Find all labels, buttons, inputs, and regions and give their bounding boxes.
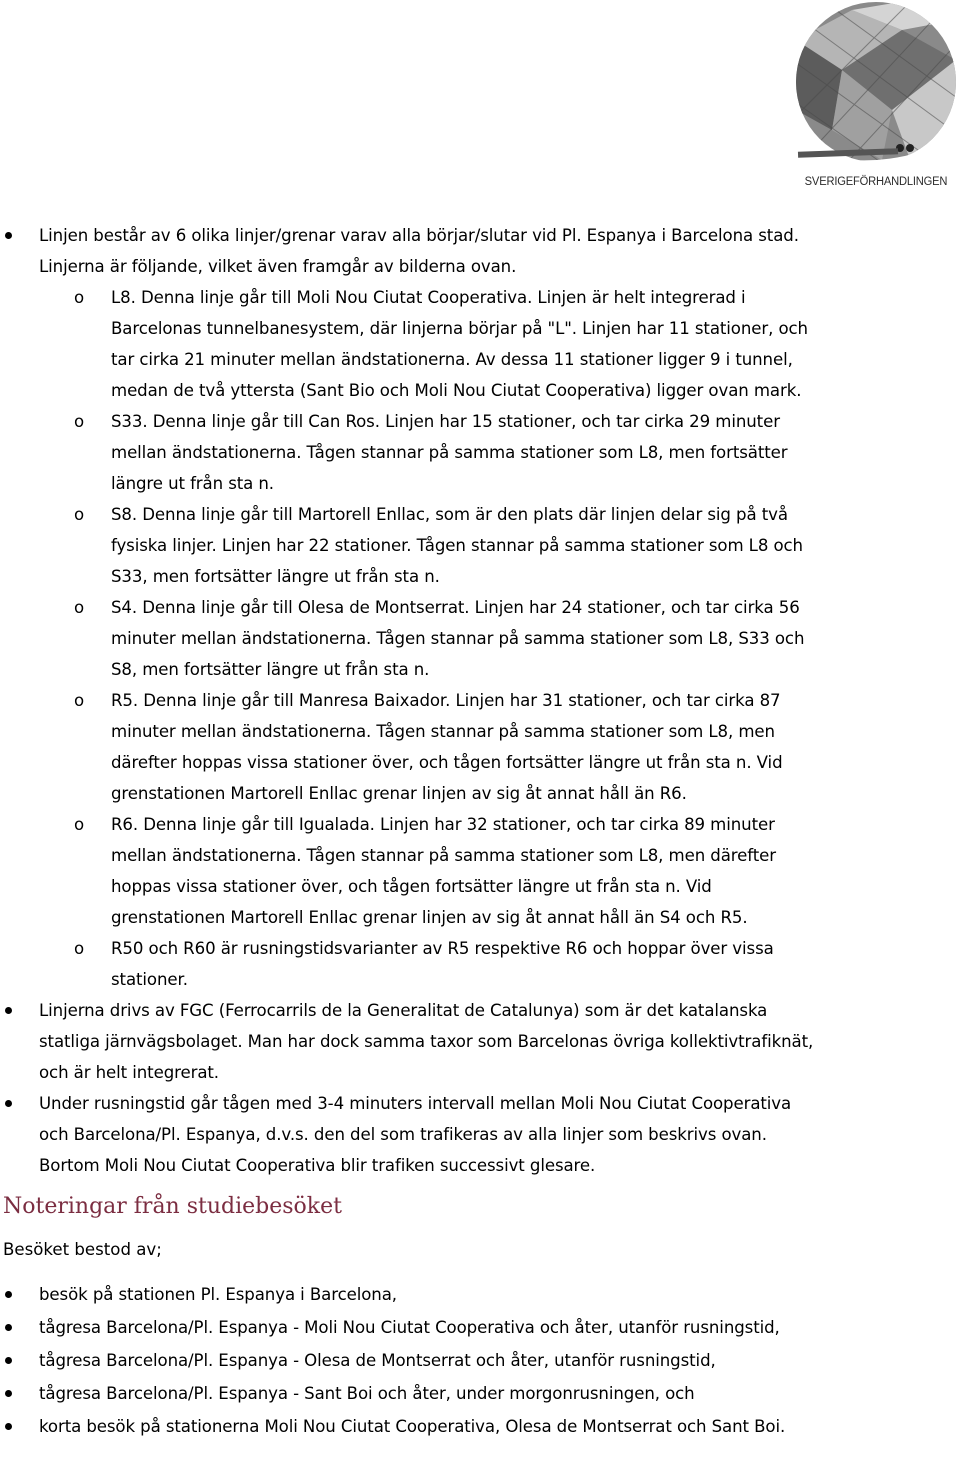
visit-list-item <box>0 1279 960 1310</box>
sub-list-marker: o <box>74 505 85 524</box>
text-line: längre ut från sta n. <box>111 474 274 493</box>
text-line: tågresa Barcelona/Pl. Espanya - Moli Nou Ciutat Cooperativa och åter, utanför rusningstid, <box>39 1318 780 1337</box>
bullet-dot-icon <box>5 1324 12 1331</box>
visit-list-item <box>0 1378 960 1409</box>
text-line: mellan ändstationerna. Tågen stannar på samma stationer som L8, men fortsätter <box>111 443 788 462</box>
bullet-dot-icon <box>5 232 12 239</box>
section-heading: Noteringar från studiebesöket <box>3 1194 342 1219</box>
bullet-dot-icon <box>5 1007 12 1014</box>
sub-list-item <box>0 685 960 809</box>
document-body <box>0 220 960 1444</box>
text-line: därefter hoppas vissa stationer över, och tågen fortsätter längre ut från sta n. Vid <box>111 753 783 772</box>
line-sub-list <box>0 282 960 995</box>
text-line: tågresa Barcelona/Pl. Espanya - Olesa de Montserrat och åter, utanför rusningstid, <box>39 1351 716 1370</box>
sub-list-marker: o <box>74 598 85 617</box>
text-line: fysiska linjer. Linjen har 22 stationer. Tågen stannar på samma stationer som L8 och <box>111 536 803 555</box>
bullet-item <box>0 995 960 1088</box>
visit-list-item <box>0 1345 960 1376</box>
text-line: S33. Denna linje går till Can Ros. Linjen har 15 stationer, och tar cirka 29 minuter <box>111 412 780 431</box>
text-line: tar cirka 21 minuter mellan ändstationerna. Av dessa 11 stationer ligger 9 i tunnel, <box>111 350 793 369</box>
text-line: S33, men fortsätter längre ut från sta n. <box>111 567 440 586</box>
sub-list-marker: o <box>74 691 85 710</box>
bullet-list-more <box>0 995 960 1181</box>
text-line: S8, men fortsätter längre ut från sta n. <box>111 660 430 679</box>
text-line: besök på stationen Pl. Espanya i Barcelona, <box>39 1285 397 1304</box>
logo-wordmark: SVERIGEFÖRHANDLINGEN <box>804 174 948 188</box>
text-line: Linjerna är följande, vilket även framgår av bilderna ovan. <box>39 257 517 276</box>
text-line: R5. Denna linje går till Manresa Baixador. Linjen har 31 stationer, och tar cirka 87 <box>111 691 781 710</box>
text-line: R50 och R60 är rusningstidsvarianter av R5 respektive R6 och hoppar över vissa <box>111 939 774 958</box>
bullet-dot-icon <box>5 1423 12 1430</box>
sub-list-item <box>0 499 960 592</box>
text-line: statliga järnvägsbolaget. Man har dock samma taxor som Barcelonas övriga kollektivtrafiknät, <box>39 1032 814 1051</box>
text-line: stationer. <box>111 970 188 989</box>
text-line: L8. Denna linje går till Moli Nou Ciutat Cooperativa. Linjen är helt integrerad i <box>111 288 746 307</box>
sub-list-marker: o <box>74 288 85 307</box>
text-line: Under rusningstid går tågen med 3-4 minuters intervall mellan Moli Nou Ciutat Cooperativa <box>39 1094 792 1113</box>
sub-list-item <box>0 406 960 499</box>
sub-list-item <box>0 592 960 685</box>
text-line: grenstationen Martorell Enllac grenar linjen av sig åt annat håll än S4 och R5. <box>111 908 748 927</box>
text-line: korta besök på stationerna Moli Nou Ciutat Cooperativa, Olesa de Montserrat och Sant Boi. <box>39 1417 786 1436</box>
text-line: grenstationen Martorell Enllac grenar linjen av sig åt annat håll än R6. <box>111 784 687 803</box>
sub-list-marker: o <box>74 815 85 834</box>
text-line: Linjen består av 6 olika linjer/grenar varav alla börjar/slutar vid Pl. Espanya i Barcelona stad. <box>39 226 799 245</box>
text-line: minuter mellan ändstationerna. Tågen stannar på samma stationer som L8, S33 och <box>111 629 805 648</box>
bullet-list-top <box>0 220 960 282</box>
sub-list-item <box>0 809 960 933</box>
visit-list-item <box>0 1312 960 1343</box>
text-line: S4. Denna linje går till Olesa de Montserrat. Linjen har 24 stationer, och tar cirka 56 <box>111 598 800 617</box>
text-line: och är helt integrerat. <box>39 1063 219 1082</box>
intro-text: Besöket bestod av; <box>3 1240 162 1259</box>
text-line: Barcelonas tunnelbanesystem, där linjerna börjar på "L". Linjen har 11 stationer, och <box>111 319 808 338</box>
bullet-item <box>0 220 960 282</box>
bullet-dot-icon <box>5 1390 12 1397</box>
text-line: hoppas vissa stationer över, och tågen fortsätter längre ut från sta n. Vid <box>111 877 712 896</box>
text-line: medan de två yttersta (Sant Bio och Moli Nou Ciutat Cooperativa) ligger ovan mark. <box>111 381 802 400</box>
bullet-dot-icon <box>5 1357 12 1364</box>
sub-list-item <box>0 282 960 406</box>
grey-cube-grid-circle-logo-icon <box>792 0 960 170</box>
sub-list-marker: o <box>74 939 85 958</box>
text-line: mellan ändstationerna. Tågen stannar på samma stationer som L8, men därefter <box>111 846 776 865</box>
visit-list-item <box>0 1411 960 1442</box>
visit-list <box>0 1279 960 1442</box>
text-line: Linjerna drivs av FGC (Ferrocarrils de la Generalitat de Catalunya) som är det katalanska <box>39 1001 768 1020</box>
text-line: minuter mellan ändstationerna. Tågen stannar på samma stationer som L8, men <box>111 722 775 741</box>
text-line: Bortom Moli Nou Ciutat Cooperativa blir trafiken successivt glesare. <box>39 1156 596 1175</box>
bullet-dot-icon <box>5 1100 12 1107</box>
sub-list-item <box>0 933 960 995</box>
text-line: tågresa Barcelona/Pl. Espanya - Sant Boi och åter, under morgonrusningen, och <box>39 1384 695 1403</box>
sub-list-marker: o <box>74 412 85 431</box>
bullet-item <box>0 1088 960 1181</box>
bullet-dot-icon <box>5 1291 12 1298</box>
sverigeforhandlingen-logo <box>792 0 960 200</box>
text-line: R6. Denna linje går till Igualada. Linjen har 32 stationer, och tar cirka 89 minuter <box>111 815 775 834</box>
text-line: och Barcelona/Pl. Espanya, d.v.s. den del som trafikeras av alla linjer som beskrivs ovan. <box>39 1125 767 1144</box>
text-line: S8. Denna linje går till Martorell Enllac, som är den plats där linjen delar sig på två <box>111 505 788 524</box>
